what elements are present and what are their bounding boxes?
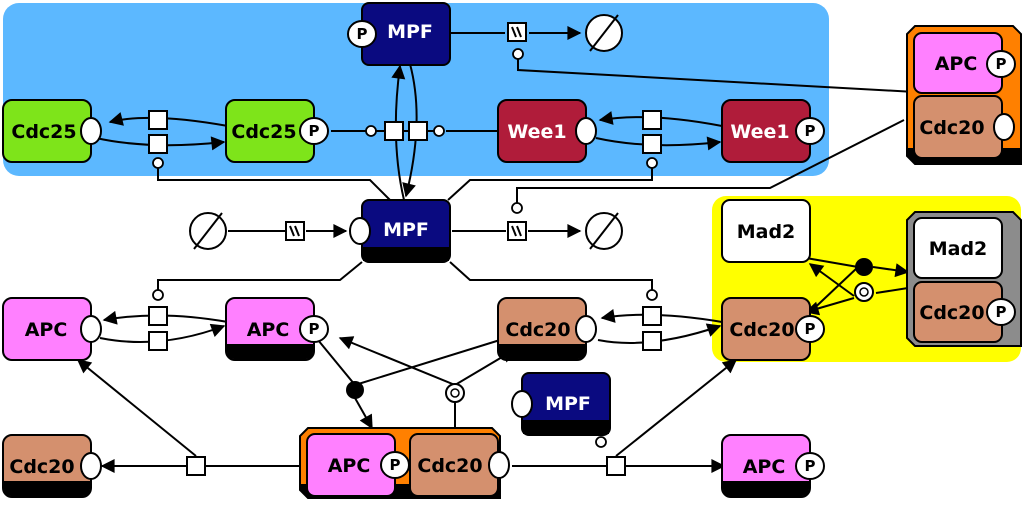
state-variable-p xyxy=(796,316,824,342)
process-mpf-synthesis xyxy=(286,222,304,240)
svg-text:P: P xyxy=(804,457,816,475)
process-cdc20-act xyxy=(643,307,661,325)
association-mad2 xyxy=(855,258,873,276)
process-wee1-phos xyxy=(643,135,661,153)
svg-text:P: P xyxy=(308,320,320,338)
node-mpf-active-label: MPF xyxy=(383,219,429,241)
node-cdc20-inactive-label: Cdc20 xyxy=(505,319,571,341)
node-cdc20-active[interactable] xyxy=(722,298,824,360)
svg-text:Mad2: Mad2 xyxy=(928,238,988,260)
complex-apc-member xyxy=(307,434,409,496)
svg-text:APC: APC xyxy=(327,455,371,477)
empty-state-variable xyxy=(81,453,101,479)
sink-top xyxy=(586,15,622,51)
empty-state-variable xyxy=(350,218,370,244)
node-wee1-active-label: Wee1 xyxy=(507,121,567,143)
process-complex-deg-right xyxy=(607,457,625,475)
process-cdc25-dephos xyxy=(149,111,167,129)
node-mpf-top-label: MPF xyxy=(387,21,433,43)
dissociation-apc-cdc20 xyxy=(446,384,464,402)
node-wee1-active[interactable] xyxy=(498,100,596,162)
node-cdc25-active[interactable] xyxy=(226,100,328,162)
empty-state-variable xyxy=(576,118,596,144)
node-apc-inactive-label: APC xyxy=(24,319,68,341)
node-cdc20-degraded-label: Cdc20 xyxy=(9,456,75,478)
empty-state-variable xyxy=(512,391,532,417)
complex-mad2-cdc20[interactable] xyxy=(907,212,1021,346)
state-variable-p xyxy=(300,316,328,342)
svg-text:Cdc20: Cdc20 xyxy=(919,302,985,324)
state-variable-p xyxy=(987,299,1015,325)
svg-text:P: P xyxy=(804,320,816,338)
svg-text:Cdc20: Cdc20 xyxy=(417,455,483,477)
process-complex-deg-left xyxy=(187,457,205,475)
node-cdc25-inactive[interactable] xyxy=(3,100,101,162)
empty-state-variable xyxy=(489,452,509,478)
process-mpf-phos-1 xyxy=(385,122,403,140)
state-variable-p xyxy=(300,118,328,144)
dissociation-mad2 xyxy=(855,283,873,301)
node-cdc20-degraded[interactable] xyxy=(3,435,101,497)
state-variable-p xyxy=(987,51,1015,77)
association-apc-cdc20 xyxy=(346,381,364,399)
node-wee1-inactive-label: Wee1 xyxy=(730,121,790,143)
node-mpf-active[interactable] xyxy=(350,200,450,262)
state-variable-p xyxy=(796,118,824,144)
state-variable-p xyxy=(348,21,376,47)
svg-text:P: P xyxy=(804,122,816,140)
empty-state-variable xyxy=(81,316,101,342)
complex-apc-cdc20-top[interactable] xyxy=(907,26,1021,164)
state-variable-p xyxy=(381,452,409,478)
node-mpf-lower-label: MPF xyxy=(545,393,591,415)
complex-apc-member xyxy=(914,33,1015,93)
node-mpf-top[interactable] xyxy=(348,3,450,65)
svg-text:P: P xyxy=(356,25,368,43)
svg-text:Cdc20: Cdc20 xyxy=(919,117,985,139)
process-mpf-phos-2 xyxy=(409,122,427,140)
node-wee1-inactive[interactable] xyxy=(722,100,824,162)
source-mid xyxy=(190,213,226,249)
complex-cdc20-member xyxy=(914,282,1015,342)
state-variable-p xyxy=(796,453,824,479)
process-mpf-degradation-top xyxy=(508,23,526,41)
process-wee1-dephos xyxy=(643,111,661,129)
complex-mad2-member xyxy=(914,218,1002,278)
sink-mid xyxy=(586,213,622,249)
svg-text:APC: APC xyxy=(934,53,978,75)
process-mpf-degradation-mid xyxy=(508,222,526,240)
process-apc-phos xyxy=(149,307,167,325)
node-cdc20-active-label: Cdc20 xyxy=(729,319,795,341)
process-cdc20-deact xyxy=(643,332,661,350)
node-mpf-lower[interactable] xyxy=(512,373,610,435)
node-cdc20-inactive[interactable] xyxy=(498,298,596,360)
node-apc-inactive[interactable] xyxy=(3,298,101,360)
svg-text:P: P xyxy=(995,55,1007,73)
node-apc-degraded[interactable] xyxy=(722,435,824,497)
empty-state-variable xyxy=(994,114,1014,140)
node-mad2-label: Mad2 xyxy=(736,221,796,243)
process-cdc25-phos xyxy=(149,135,167,153)
process-apc-dephos xyxy=(149,332,167,350)
empty-state-variable xyxy=(81,118,101,144)
complex-apc-cdc20-bottom[interactable] xyxy=(300,428,509,498)
complex-cdc20-member xyxy=(410,434,509,496)
node-cdc25-inactive-label: Cdc25 xyxy=(11,121,77,143)
svg-text:P: P xyxy=(995,303,1007,321)
svg-text:P: P xyxy=(389,456,401,474)
node-mad2[interactable] xyxy=(722,200,810,262)
node-cdc25-active-label: Cdc25 xyxy=(231,121,297,143)
node-apc-phosphorylated[interactable] xyxy=(226,298,328,360)
svg-text:P: P xyxy=(308,122,320,140)
node-apc-degraded-label: APC xyxy=(742,456,786,478)
node-apc-phosphorylated-label: APC xyxy=(246,319,290,341)
empty-state-variable xyxy=(576,316,596,342)
complex-cdc20-member xyxy=(914,96,1014,158)
